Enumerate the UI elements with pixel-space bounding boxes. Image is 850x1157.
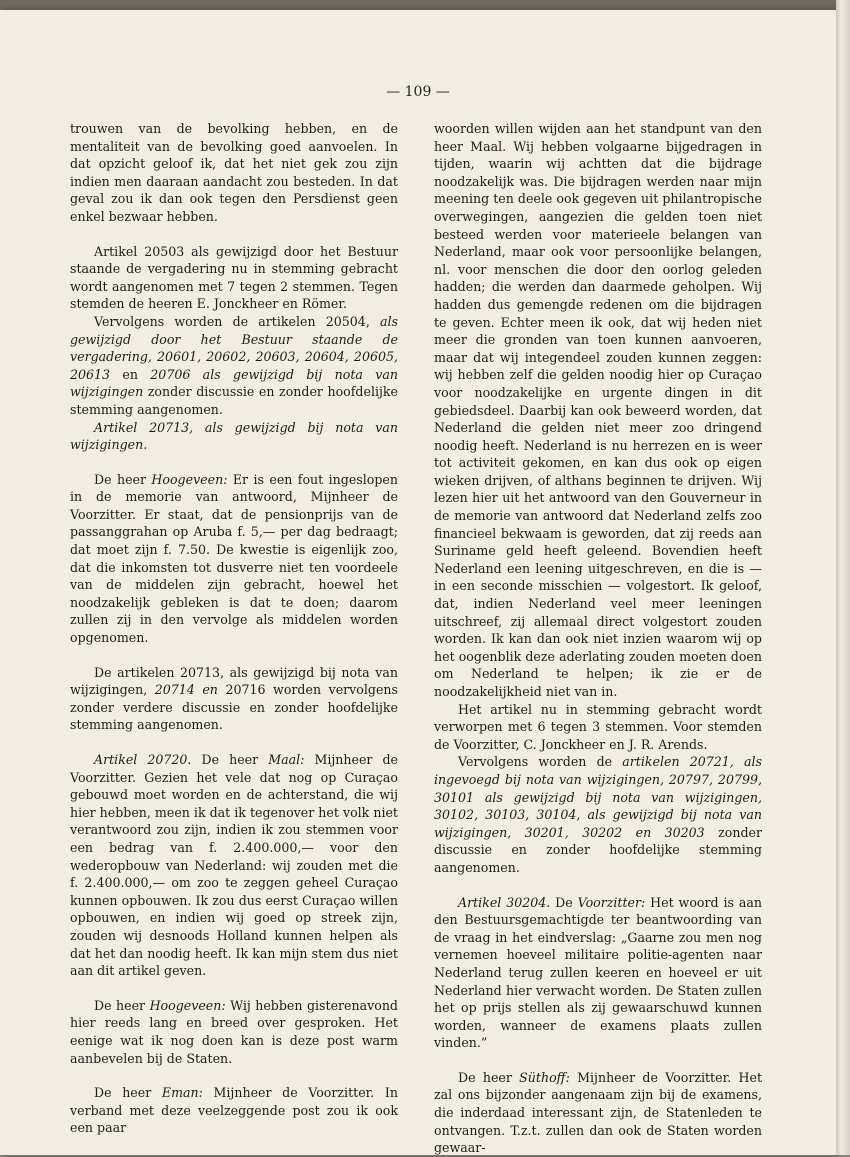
paragraph: Vervolgens worden de artikelen 20504, als gewijzigd door het Bestuur staande de vergadering, 20601, 20602, 20603, 20604, 20605, 20613 en 20706 als gewijzigd bij nota van wijzigingen zonder discussie en zonder hoofdelijke stemming aangenomen.: [70, 313, 398, 417]
paragraph: Artikel 20713, als gewijzigd bij nota van wijzigingen.: [70, 419, 398, 453]
right-column: [434, 120, 762, 1157]
page-sheet: [0, 10, 836, 1155]
paragraph: De heer Hoogeveen: Wij hebben gisterenavond hier reeds lang en breed over gesproken. Het eenige wat ik nog doen kan is deze post warm aanbevelen bij de Staten.: [70, 997, 398, 1066]
paragraph: De heer Süthoff: Mijnheer de Voorzitter. Het zal ons bijzonder aangenaam zijn bij de examens, die inderdaad interessant zijn, de Statenleden te ontvangen. T.z.t. zullen dan ook de Staten worden gewaar-: [434, 1069, 762, 1156]
paragraph: Het artikel nu in stemming gebracht wordt verworpen met 6 tegen 3 stemmen. Voor stemden de Voorzitter, C. Jonckheer en J. R. Arends.: [434, 701, 762, 752]
paragraph: Vervolgens worden de artikelen 20721, als ingevoegd bij nota van wijzigingen, 20797, 20799, 30101 als gewijzigd bij nota van wijzigingen, 30102, 30103, 30104, als gewijzigd bij nota van wijzigingen, 30201, 30202 en 30203 zonder discussie en zonder hoofdelijke stemming aangenomen.: [434, 754, 762, 875]
paragraph: De artikelen 20713, als gewijzigd bij nota van wijzigingen, 20714 en 20716 worden vervolgens zonder verdere discussie en zonder hoofdelijke stemming aangenomen.: [70, 664, 398, 733]
page-number: — 109 —: [386, 84, 450, 100]
scan-right-edge: [836, 0, 850, 1155]
paragraph: Artikel 30204. De Voorzitter: Het woord is aan den Bestuursgemachtigde ter beantwoording van de vraag in het eindverslag: „Gaarne zou men nog vernemen hoeveel militaire politie-agenten naar Nederland terug zullen keeren en hoeveel er uit Nederland hier verwacht worden. De Staten zullen het op prijs stellen als zij gewaarschuwd kunnen worden, wanneer de examens plaats zullen vinden.”: [434, 894, 762, 1051]
paragraph: De heer Eman: Mijnheer de Voorzitter. In verband met deze veelzeggende post zou ik ook een paar: [70, 1085, 399, 1136]
paragraph: Artikel 20720. De heer Maal: Mijnheer de Voorzitter. Gezien het vele dat nog op Curaçao gebouwd moet worden en de achterstand, die wij hier hebben, meen ik dat ik tegenover het volk niet verantwoord zou zijn, indien ik zou stemmen voor een bedrag van f. 2.400.000,— voor den wederopbouw van Nederland: wij zouden met die f. 2.400.000,— om zoo te zeggen geheel Curaçao kunnen opbouwen. Ik zou dus eerst Curaçao willen opbouwen, en indien wij goed op streek zijn, zouden wij desnoods Holland kunnen helpen als dat het dan noodig heeft. Ik kan mijn stem dus niet aan dit artikel geven.: [70, 752, 398, 979]
left-column: [70, 120, 398, 1137]
paragraph: trouwen van de bevolking hebben, en de mentaliteit van de bevolking goed aanvoelen. In dat opzicht geloof ik, dat het niet gek zou zijn indien men daaraan aandacht zou besteden. In dat geval zou ik dan ook tegen den Persdienst geen enkel bezwaar hebben.: [70, 121, 398, 224]
paragraph: Artikel 20503 als gewijzigd door het Bestuur staande de vergadering nu in stemming gebracht wordt aangenomen met 7 tegen 2 stemmen. Tegen stemden de heeren E. Jonckheer en Römer.: [70, 243, 398, 312]
paragraph: woorden willen wijden aan het standpunt van den heer Maal. Wij hebben volgaarne bijgedragen in tijden, waarin wij achtten dat die bijdrage noodzakelijk was. Die bijdragen werden naar mijn meening ten deele ook gegeven uit philantropische overwegingen, aangezien die gelden toen niet besteed werden voor materieele belangen van Nederland, maar ook voor persoonlijke belangen, nl. voor menschen die door den oorlog geleden hadden; die werden dan daarmede geholpen. Wij hadden dus gemengde redenen om die bijdragen te geven. Echter meen ik ook, dat wij heden niet meer die gronden van toen kunnen aanvoeren, maar dat wij integendeel zouden kunnen zeggen: wij hebben zelf die gelden noodig hier op Curaçao voor noodzakelijke en urgente dingen in dit gebiedsdeel. Daarbij kan ook beweerd worden, dat Nederland die gelden niet meer zoo dringend noodig heeft. Nederland is nu herrezen en is weer tot activiteit gekomen, en kan dus ook op eigen wieken drijven, of althans beginnen te drijven. Wij lezen hier uit het antwoord van den Gouverneur in de memorie van antwoord dat Nederland zelfs zoo financieel bekwaam is geworden, dat zij reeds aan Suriname geld heeft geleend. Bovendien heeft Nederland een leening uitgeschreven, en die is — in een seconde misschien — volgestort. Ik geloof, dat, indien Nederland veel meer leeningen uitschreef, zij allemaal direct volgestort zouden worden. Ik kan dan ook niet inzien waarom wij op het oogenblik deze aderlating zouden moeten doen om Nederland te helpen; ik zie er de noodzakelijkheid niet van in.: [434, 121, 762, 699]
paragraph: De heer Hoogeveen: Er is een fout ingeslopen in de memorie van antwoord, Mijnheer de Voorzitter. Er staat, dat de pensionprijs van de passanggrahan op Aruba f. 5,— per dag bedraagt; dat moet zijn f. 7.50. De kwestie is eigenlijk zoo, dat die inkomsten tot dusverre niet ten voordeele van de middelen zijn gebracht, hoewel het noodzakelijk gebleken is dat te doen; daarom zullen zij in den vervolge als middelen worden opgenomen.: [70, 471, 398, 646]
